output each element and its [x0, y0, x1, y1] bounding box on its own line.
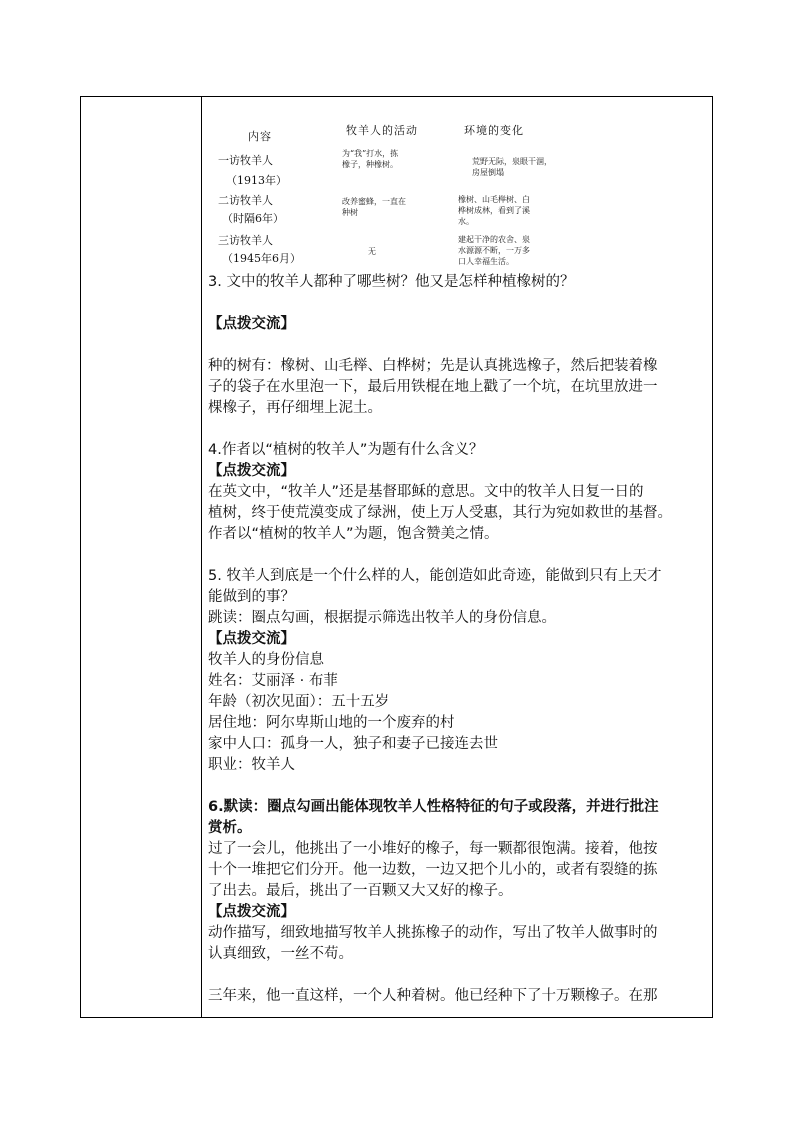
q4-answer-line: 在英文中，“牧羊人”还是基督耶稣的意思。文中的牧羊人日复一日的 [208, 484, 644, 500]
figure-visit-1: 一访牧羊人 [218, 154, 273, 167]
q3-question: 3. 文中的牧羊人都种了哪些树？他又是怎样种植橡树的？ [208, 274, 575, 290]
q3-answer-line: 棵橡子，再仔细埋上泥土。 [208, 400, 382, 416]
figure-time-2: （时隔6年） [222, 212, 284, 225]
column-divider [201, 96, 202, 1018]
q5-info-line: 职业：牧羊人 [208, 757, 295, 773]
q5-skim-instruction: 跳读：圈点勾画，根据提示筛选出牧羊人的身份信息。 [208, 610, 556, 626]
figure-header-activity: 牧羊人的活动 [346, 124, 418, 137]
q4-answer-line: 植树，终于使荒漠变成了绿洲，使上万人受惠，其行为宛如救世的基督。 [208, 505, 672, 521]
q4-tag: 【点拨交流】 [208, 463, 295, 479]
figure-header-content: 内容 [248, 130, 272, 143]
figure-time-1: （1913年） [226, 174, 287, 187]
q5-question-line: 能做到的事？ [208, 589, 295, 605]
q6-question-line: 赏析。 [208, 820, 252, 836]
q5-info-line: 姓名：艾丽泽 · 布菲 [208, 673, 338, 689]
q5-info-line: 牧羊人的身份信息 [208, 652, 324, 668]
q5-question-line: 5. 牧羊人到底是一个什么样的人，能创造如此奇迹，能做到只有上天才 [208, 568, 662, 584]
q6-analysis-line: 动作描写，细致地描写牧羊人挑拣橡子的动作，写出了牧羊人做事时的 [208, 925, 658, 941]
lesson-content [208, 118, 708, 1007]
figure-time-3: （1945年6月） [222, 252, 301, 265]
q6-passage-line: 过了一会儿，他挑出了一小堆好的橡子，每一颗都很饱满。接着，他按 [208, 841, 658, 857]
figure-environment-1: 荒野无际，泉眼干涸， 房屋倒塌 [472, 157, 552, 177]
q6-question-line: 6.默读：圈点勾画出能体现牧羊人性格特征的句子或段落，并进行批注 [208, 799, 659, 815]
q6-next-passage: 三年来，他一直这样，一个人种着树。他已经种下了十万颗橡子。在那 [208, 988, 658, 1004]
figure-activity-2: 改养蜜蜂，一直在 种树 [342, 197, 406, 217]
q3-answer-line: 子的袋子在水里泡一下，最后用铁棍在地上戳了一个坑，在坑里放进一 [208, 379, 658, 395]
q5-tag: 【点拨交流】 [208, 631, 295, 647]
figure-environment-2: 橡树、山毛榉树、白 桦树成林，看到了溪 水。 [458, 195, 530, 226]
q4-question: 4.作者以“植树的牧羊人”为题有什么含义？ [208, 442, 484, 458]
q3-tag: 【点拨交流】 [208, 316, 295, 332]
q5-info-line: 居住地：阿尔卑斯山地的一个废弃的村 [208, 715, 455, 731]
figure-visit-2: 二访牧羊人 [218, 194, 273, 207]
q5-info-line: 年龄（初次见面）：五十五岁 [208, 694, 390, 710]
q3-answer-line: 种的树有：橡树、山毛榉、白桦树；先是认真挑选橡子，然后把装着橡 [208, 358, 658, 374]
q6-tag: 【点拨交流】 [208, 904, 295, 920]
figure-visit-3: 三访牧羊人 [218, 234, 273, 247]
figure-environment-3: 建起干净的农舍、泉 水源源不断，一万多 口人幸福生活。 [458, 235, 530, 266]
q6-passage-line: 十个一堆把它们分开。他一边数，一边又把个儿小的，或者有裂缝的拣 [208, 862, 658, 878]
visit-summary-figure [208, 118, 588, 268]
q6-passage-line: 了出去。最后，挑出了一百颗又大又好的橡子。 [208, 883, 513, 899]
q6-analysis-line: 认真细致，一丝不苟。 [208, 946, 353, 962]
q5-info-line: 家中人口：孤身一人，独子和妻子已接连去世 [208, 736, 498, 752]
figure-activity-3: 无 [368, 247, 376, 256]
figure-activity-1: 为“我”打水，拣 橡子，种橡树。 [342, 149, 399, 169]
figure-header-environment: 环境的变化 [464, 124, 524, 137]
q4-answer-line: 作者以“植树的牧羊人”为题，饱含赞美之情。 [208, 526, 499, 542]
